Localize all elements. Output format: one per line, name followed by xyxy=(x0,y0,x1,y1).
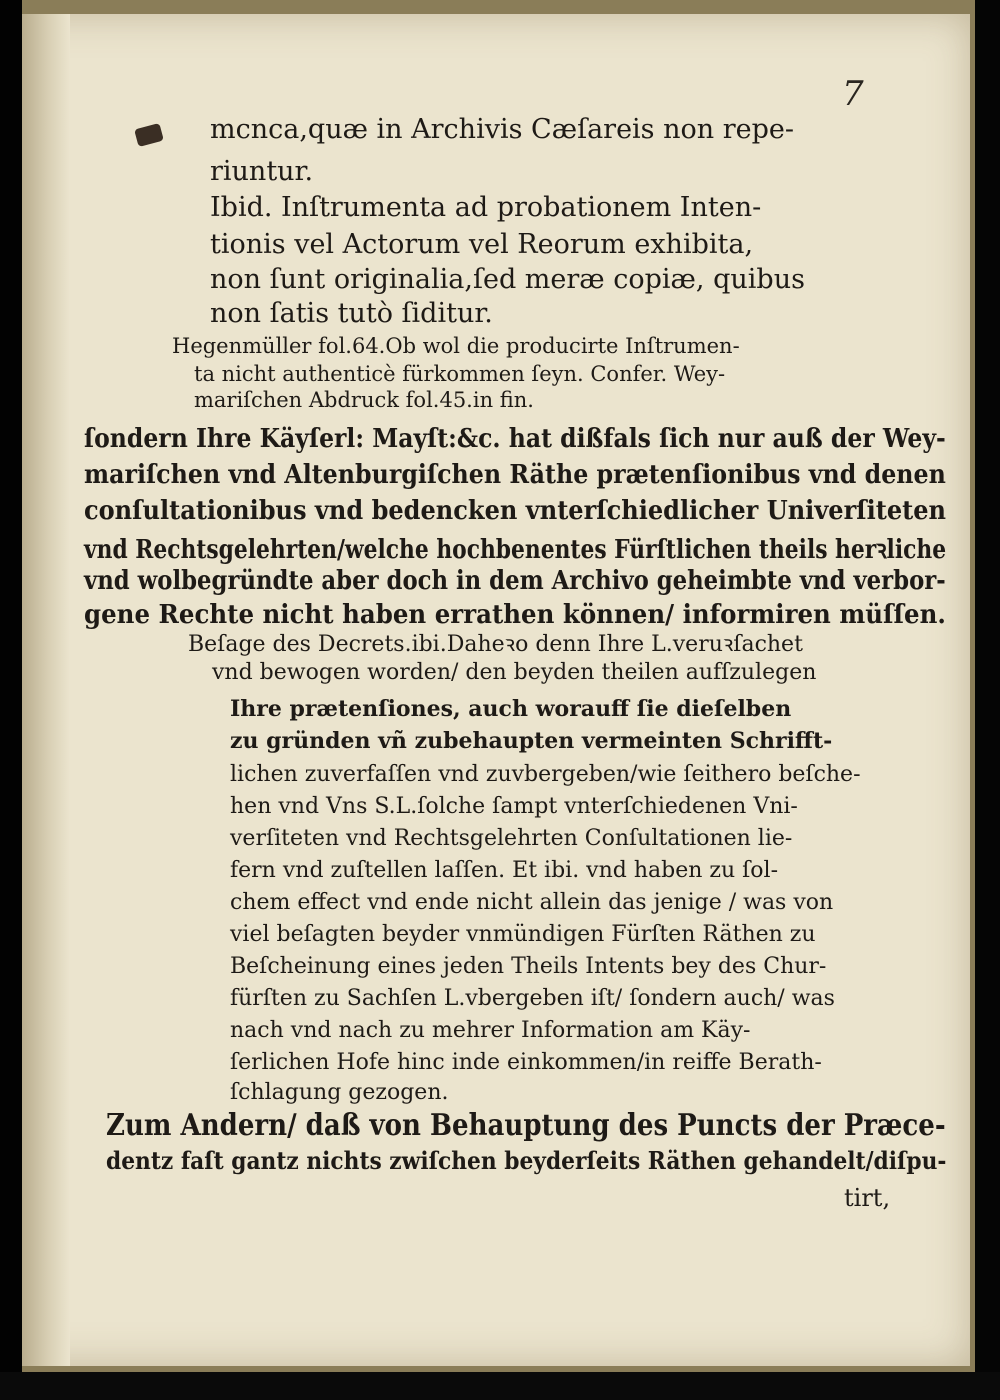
text-line: tionis vel Actorum vel Reorum exhibita, xyxy=(210,229,754,260)
text-line: Ihre prætenſiones, auch worauff ſie dieſelben xyxy=(230,696,792,722)
text-line: chem effect vnd ende nicht allein das jenige / was von xyxy=(230,890,834,915)
page-binding-shadow xyxy=(22,14,70,1366)
text-line: non ſunt originalia,ſed meræ copiæ, quibus xyxy=(210,264,805,295)
text-line: vnd Rechtsgelehrten/welche hochbenentes Fürſtlichen theils herꝛliche xyxy=(84,535,947,565)
text-line: ta nicht authenticè fürkommen ſeyn. Confer. Wey- xyxy=(194,362,726,386)
text-line: riuntur. xyxy=(210,156,314,187)
text-line: viel beſagten beyder vnmündigen Fürſten Räthen zu xyxy=(230,922,816,947)
text-line: hen vnd Vns S.L.ſolche ſampt vnterſchiedenen Vni- xyxy=(230,794,798,819)
scan-border-right xyxy=(975,0,1000,1400)
text-line: dentz faſt gantz nichts zwiſchen beyderſeits Räthen gehandelt/diſpu- xyxy=(106,1146,947,1175)
text-line: lichen zuverfaſſen vnd zuvbergeben/wie ſeithero beſche- xyxy=(230,762,861,787)
text-line: Beſcheinung eines jeden Theils Intents bey des Chur- xyxy=(230,954,827,979)
text-line: vnd bewogen worden/ den beyden theilen aufſzulegen xyxy=(212,660,817,685)
text-line: mariſchen Abdruck fol.45.in fin. xyxy=(194,388,534,412)
ink-blot-mark xyxy=(134,123,164,147)
text-line: Beſage des Decrets.ibi.Daheꝛo denn Ihre L.veruꝛſachet xyxy=(188,632,803,657)
text-line: conſultationibus vnd bedencken vnterſchiedlicher Univerſiteten xyxy=(84,496,947,526)
text-line: Zum Andern/ daß von Behauptung des Puncts der Præce- xyxy=(106,1108,946,1143)
scan-border-bottom xyxy=(0,1372,1000,1400)
text-line: tirt, xyxy=(844,1184,891,1212)
text-line: ſerlichen Hofe hinc inde einkommen/in reiffe Berath- xyxy=(230,1050,822,1075)
text-line: mariſchen vnd Altenburgiſchen Räthe prætenſionibus vnd denen xyxy=(84,460,946,490)
text-line: Hegenmüller fol.64.Ob wol die producirte Inſtrumen- xyxy=(172,334,740,358)
text-line: ſchlagung gezogen. xyxy=(230,1080,449,1105)
text-line: mcnca,quæ in Archivis Cæſareis non repe- xyxy=(210,114,795,145)
scan-border-left xyxy=(0,0,22,1400)
text-line: verſiteten vnd Rechtsgelehrten Conſultationen lie- xyxy=(230,826,793,851)
text-line: non ſatis tutò ſiditur. xyxy=(210,298,493,329)
text-line: ſondern Ihre Käyſerl: Mayſt:&c. hat dißfals ſich nur auß der Wey- xyxy=(84,424,946,454)
text-line: fürſten zu Sachſen L.vbergeben iſt/ ſondern auch/ was xyxy=(230,986,835,1011)
text-line: nach vnd nach zu mehrer Information am Käy- xyxy=(230,1018,751,1043)
text-line: vnd wolbegründte aber doch in dem Archivo geheimbte vnd verbor- xyxy=(84,566,946,596)
page-number: 7 xyxy=(842,74,864,114)
text-line: gene Rechte nicht haben errathen können/ informiren müſſen. xyxy=(84,600,946,630)
document-page xyxy=(22,14,970,1366)
text-line: fern vnd zuſtellen laſſen. Et ibi. vnd haben zu ſol- xyxy=(230,858,779,883)
text-line: Ibid. Inſtrumenta ad probationem Inten- xyxy=(210,192,762,223)
text-line: zu gründen vñ zubehaupten vermeinten Schrifft- xyxy=(230,728,833,754)
